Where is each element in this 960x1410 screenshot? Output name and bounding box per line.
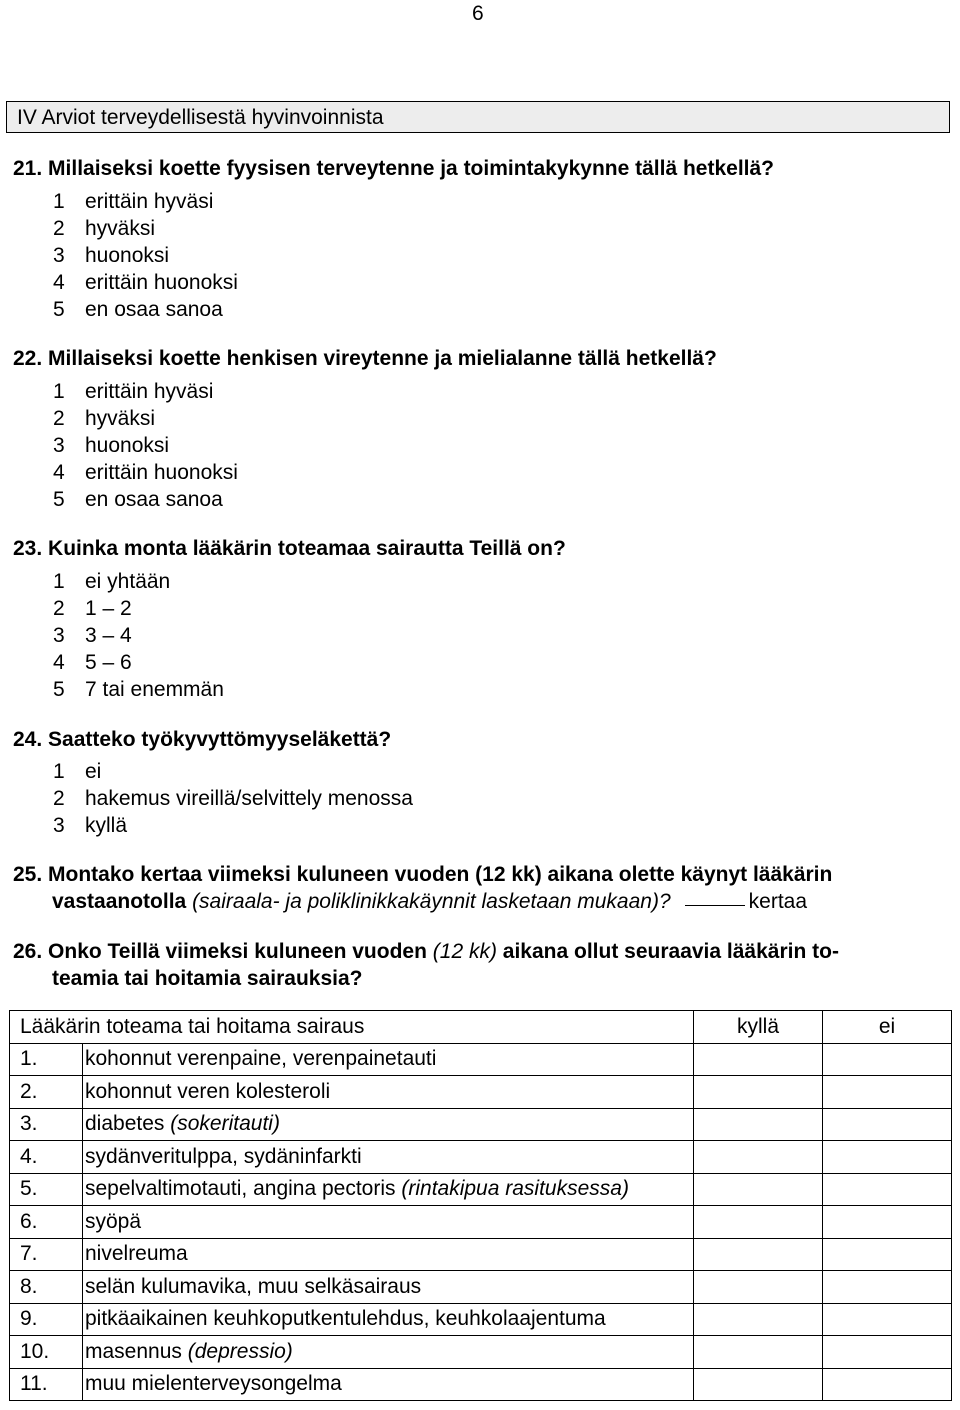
page-number: 6 [472, 2, 484, 25]
option-number: 2 [53, 787, 65, 810]
disease-note: (rintakipua rasituksessa) [401, 1177, 629, 1201]
yes-cell[interactable] [694, 1271, 823, 1304]
table-header-row [10, 1011, 952, 1044]
option-number: 2 [53, 597, 65, 620]
question-26-part-a: 26. Onko Teillä viimeksi kuluneen vuoden [13, 940, 427, 963]
option-number: 5 [53, 298, 65, 321]
option[interactable] [53, 760, 101, 784]
row-disease [83, 1271, 694, 1304]
option[interactable] [53, 488, 223, 512]
table-row [10, 1206, 952, 1239]
row-number: 5. [10, 1173, 83, 1206]
answer-unit: kertaa [748, 890, 808, 913]
question-25: 25. Montako kertaa viimeksi kuluneen vuoden (12 kk) aikana olette käynyt lääkärin [13, 863, 833, 886]
section-header [6, 101, 950, 133]
disease-note: (sokeritauti) [170, 1112, 280, 1136]
no-cell[interactable] [823, 1043, 952, 1076]
no-cell[interactable] [823, 1336, 952, 1369]
no-cell[interactable] [823, 1141, 952, 1174]
table-row [10, 1173, 952, 1206]
option-label: hyväksi [85, 407, 156, 430]
table-row [10, 1368, 952, 1401]
row-disease [83, 1336, 694, 1369]
option-label: kyllä [85, 814, 128, 837]
row-disease [83, 1173, 694, 1206]
option-label: en osaa sanoa [85, 298, 223, 321]
option-label: 5 – 6 [85, 651, 132, 674]
option[interactable] [53, 298, 223, 322]
disease-name: sepelvaltimotauti, angina pectoris [85, 1177, 396, 1201]
option-number: 5 [53, 488, 65, 511]
option[interactable] [53, 271, 238, 295]
option-label: erittäin hyväsi [85, 190, 214, 213]
option-number: 2 [53, 217, 65, 240]
table-row [10, 1303, 952, 1336]
option-label: erittäin hyväsi [85, 380, 214, 403]
option-number: 5 [53, 678, 65, 701]
column-header-yes: kyllä [694, 1011, 823, 1044]
question-24: 24. Saatteko työkyvyttömyyseläkettä? [13, 728, 392, 751]
question-26-line2: teamia tai hoitamia sairauksia? [52, 967, 363, 990]
disease-note: (depressio) [187, 1339, 293, 1363]
option[interactable] [53, 217, 155, 241]
option[interactable] [53, 461, 238, 485]
yes-cell[interactable] [694, 1336, 823, 1369]
disease-name: syöpä [85, 1209, 142, 1233]
option-label: ei yhtään [85, 570, 171, 593]
no-cell[interactable] [823, 1238, 952, 1271]
yes-cell[interactable] [694, 1141, 823, 1174]
option[interactable] [53, 244, 169, 268]
row-disease [83, 1043, 694, 1076]
option-number: 1 [53, 760, 65, 783]
table-row [10, 1238, 952, 1271]
option[interactable] [53, 787, 413, 811]
yes-cell[interactable] [694, 1238, 823, 1271]
option-number: 4 [53, 651, 65, 674]
row-number: 7. [10, 1238, 83, 1271]
row-number: 1. [10, 1043, 83, 1076]
option-label: ei [85, 760, 102, 783]
option-number: 1 [53, 190, 65, 213]
question-26-note: (12 kk) [432, 940, 497, 963]
disease-name: diabetes [85, 1112, 165, 1136]
disease-name: masennus [85, 1339, 182, 1363]
option[interactable] [53, 814, 127, 838]
option[interactable] [53, 624, 132, 648]
row-number: 10. [10, 1336, 83, 1369]
disease-name: kohonnut veren kolesteroli [85, 1079, 331, 1103]
no-cell[interactable] [823, 1173, 952, 1206]
column-header-no: ei [823, 1011, 952, 1044]
yes-cell[interactable] [694, 1368, 823, 1401]
row-number: 8. [10, 1271, 83, 1304]
yes-cell[interactable] [694, 1303, 823, 1336]
disease-name: sydänveritulppa, sydäninfarkti [85, 1144, 362, 1168]
question-23: 23. Kuinka monta lääkärin toteamaa sairautta Teillä on? [13, 537, 566, 560]
option[interactable] [53, 678, 224, 702]
disease-name: pitkäaikainen keuhkoputkentulehdus, keuhkolaajentuma [85, 1307, 606, 1331]
row-number: 9. [10, 1303, 83, 1336]
table-row [10, 1141, 952, 1174]
row-disease [83, 1076, 694, 1109]
option-number: 1 [53, 380, 65, 403]
row-disease [83, 1108, 694, 1141]
row-disease [83, 1368, 694, 1401]
option-number: 3 [53, 814, 65, 837]
yes-cell[interactable] [694, 1043, 823, 1076]
disease-table [9, 1010, 952, 1401]
option[interactable] [53, 380, 213, 404]
no-cell[interactable] [823, 1271, 952, 1304]
option-label: hyväksi [85, 217, 156, 240]
question-25-note: (sairaala- ja poliklinikkakäynnit lasketaan mukaan)? [192, 890, 671, 913]
option-label: huonoksi [85, 244, 170, 267]
option[interactable] [53, 190, 213, 214]
row-disease [83, 1303, 694, 1336]
table-row [10, 1076, 952, 1109]
option[interactable] [53, 434, 169, 458]
disease-name: nivelreuma [85, 1242, 188, 1266]
column-header-disease: Lääkärin toteama tai hoitama sairaus [10, 1011, 694, 1044]
option[interactable] [53, 407, 155, 431]
option[interactable] [53, 651, 132, 675]
question-25-line2 [52, 890, 807, 914]
option-label: hakemus vireillä/selvittely menossa [85, 787, 413, 810]
row-number: 11. [10, 1368, 83, 1401]
no-cell[interactable] [823, 1206, 952, 1239]
row-disease [83, 1206, 694, 1239]
row-number: 4. [10, 1141, 83, 1174]
no-cell[interactable] [823, 1076, 952, 1109]
row-number: 2. [10, 1076, 83, 1109]
question-26-part-b: aikana ollut seuraavia lääkärin to- [502, 940, 839, 963]
yes-cell[interactable] [694, 1108, 823, 1141]
option-label: 7 tai enemmän [85, 678, 224, 701]
option-label: en osaa sanoa [85, 488, 223, 511]
disease-name: muu mielenterveysongelma [85, 1372, 342, 1396]
option-number: 3 [53, 624, 65, 647]
table-row [10, 1271, 952, 1304]
no-cell[interactable] [823, 1303, 952, 1336]
row-disease [83, 1238, 694, 1271]
option-number: 3 [53, 434, 65, 457]
disease-name: selän kulumavika, muu selkäsairaus [85, 1274, 422, 1298]
option-label: 3 – 4 [85, 624, 132, 647]
question-26 [13, 940, 839, 964]
row-disease [83, 1141, 694, 1174]
yes-cell[interactable] [694, 1173, 823, 1206]
disease-name: kohonnut verenpaine, verenpainetauti [85, 1047, 437, 1071]
option-number: 4 [53, 461, 65, 484]
option-label: erittäin huonoksi [85, 461, 238, 484]
question-25-bold: vastaanotolla [52, 890, 187, 913]
option-label: 1 – 2 [85, 597, 132, 620]
section-title: IV Arviot terveydellisestä hyvinvoinnista [17, 106, 384, 129]
answer-blank[interactable] [685, 904, 745, 906]
table-row [10, 1108, 952, 1141]
no-cell[interactable] [823, 1108, 952, 1141]
option-number: 4 [53, 271, 65, 294]
row-number: 6. [10, 1206, 83, 1239]
option-number: 3 [53, 244, 65, 267]
option-label: huonoksi [85, 434, 170, 457]
option[interactable] [53, 597, 132, 621]
yes-cell[interactable] [694, 1206, 823, 1239]
question-21: 21. Millaiseksi koette fyysisen terveytenne ja toimintakykynne tällä hetkellä? [13, 157, 775, 180]
table-row [10, 1336, 952, 1369]
question-22: 22. Millaiseksi koette henkisen vireytenne ja mielialanne tällä hetkellä? [13, 347, 717, 370]
table-row [10, 1043, 952, 1076]
option-number: 1 [53, 570, 65, 593]
yes-cell[interactable] [694, 1076, 823, 1109]
option[interactable] [53, 570, 170, 594]
row-number: 3. [10, 1108, 83, 1141]
no-cell[interactable] [823, 1368, 952, 1401]
option-label: erittäin huonoksi [85, 271, 238, 294]
option-number: 2 [53, 407, 65, 430]
